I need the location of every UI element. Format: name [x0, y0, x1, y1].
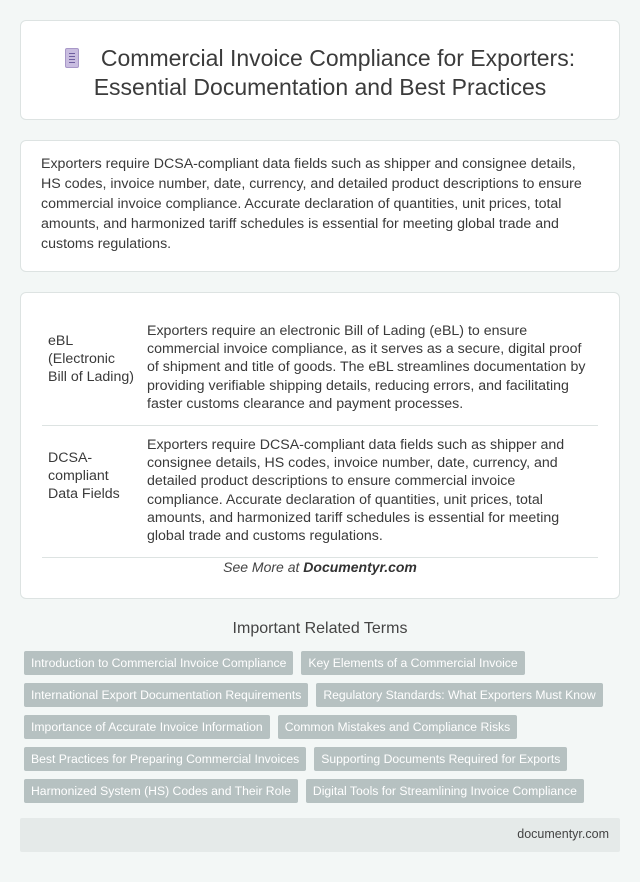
description-cell: Exporters require an electronic Bill of Lading (eBL) to ensure commercial invoice compliance, as it serves as a secure, digital proof of shipment and title of goods. The eBL streamlines documentation by providing verifiable shipping details, reducing errors, and facilitating faster customs clearance and payment processes.: [141, 312, 598, 426]
terms-table-card: [20, 292, 620, 599]
page-title: [21, 44, 619, 102]
tag-row: [24, 651, 620, 675]
related-term-tag[interactable]: Regulatory Standards: What Exporters Must Know: [316, 683, 602, 707]
see-more-prefix: See More at: [223, 559, 304, 575]
footer: [20, 818, 620, 852]
tag-row: [24, 779, 620, 803]
table-row: [42, 426, 598, 558]
terms-table: [42, 312, 598, 558]
related-term-tag[interactable]: Introduction to Commercial Invoice Compliance: [24, 651, 293, 675]
see-more-site[interactable]: Documentyr.com: [303, 559, 417, 575]
description-cell: Exporters require DCSA-compliant data fields such as shipper and consignee details, HS codes, invoice number, date, currency, and detailed product descriptions to ensure commercial invoice compliance. Accurate declaration of quantities, unit prices, total amounts, and harmonized tariff schedules is essential for meeting global trade and customs regulations.: [141, 426, 598, 558]
title-line-1-text: Commercial Invoice Compliance for Exporters:: [100, 45, 576, 71]
term-cell: eBL (Electronic Bill of Lading): [42, 312, 141, 426]
title-line-1: [21, 44, 619, 73]
related-term-tag[interactable]: Harmonized System (HS) Codes and Their Role: [24, 779, 298, 803]
related-term-tag[interactable]: Digital Tools for Streamlining Invoice Compliance: [306, 779, 584, 803]
summary-card: [20, 140, 620, 272]
term-cell: DCSA-compliant Data Fields: [42, 426, 141, 558]
document-icon: [65, 48, 79, 68]
footer-site-link[interactable]: documentyr.com: [517, 827, 609, 841]
related-term-tag[interactable]: Importance of Accurate Invoice Information: [24, 715, 270, 739]
related-term-tag[interactable]: Supporting Documents Required for Exports: [314, 747, 567, 771]
related-term-tag[interactable]: International Export Documentation Requirements: [24, 683, 308, 707]
related-terms-tags: [24, 651, 620, 811]
related-term-tag[interactable]: Key Elements of a Commercial Invoice: [301, 651, 524, 675]
tag-row: [24, 747, 620, 771]
related-term-tag[interactable]: Best Practices for Preparing Commercial Invoices: [24, 747, 306, 771]
tag-row: [24, 683, 620, 707]
title-line-2: Essential Documentation and Best Practices: [93, 74, 547, 100]
tag-row: [24, 715, 620, 739]
see-more-link[interactable]: [21, 559, 619, 575]
related-terms-heading: Important Related Terms: [232, 620, 408, 637]
title-card: [20, 20, 620, 120]
summary-text: Exporters require DCSA-compliant data fields such as shipper and consignee details, HS codes, invoice number, date, currency, and detailed product descriptions to ensure commercial invoice compliance. Accurate declaration of quantities, unit prices, total amounts, and harmonized tariff schedules is essential for meeting global trade and customs regulations.: [41, 156, 582, 252]
related-term-tag[interactable]: Common Mistakes and Compliance Risks: [278, 715, 518, 739]
table-row: [42, 312, 598, 426]
